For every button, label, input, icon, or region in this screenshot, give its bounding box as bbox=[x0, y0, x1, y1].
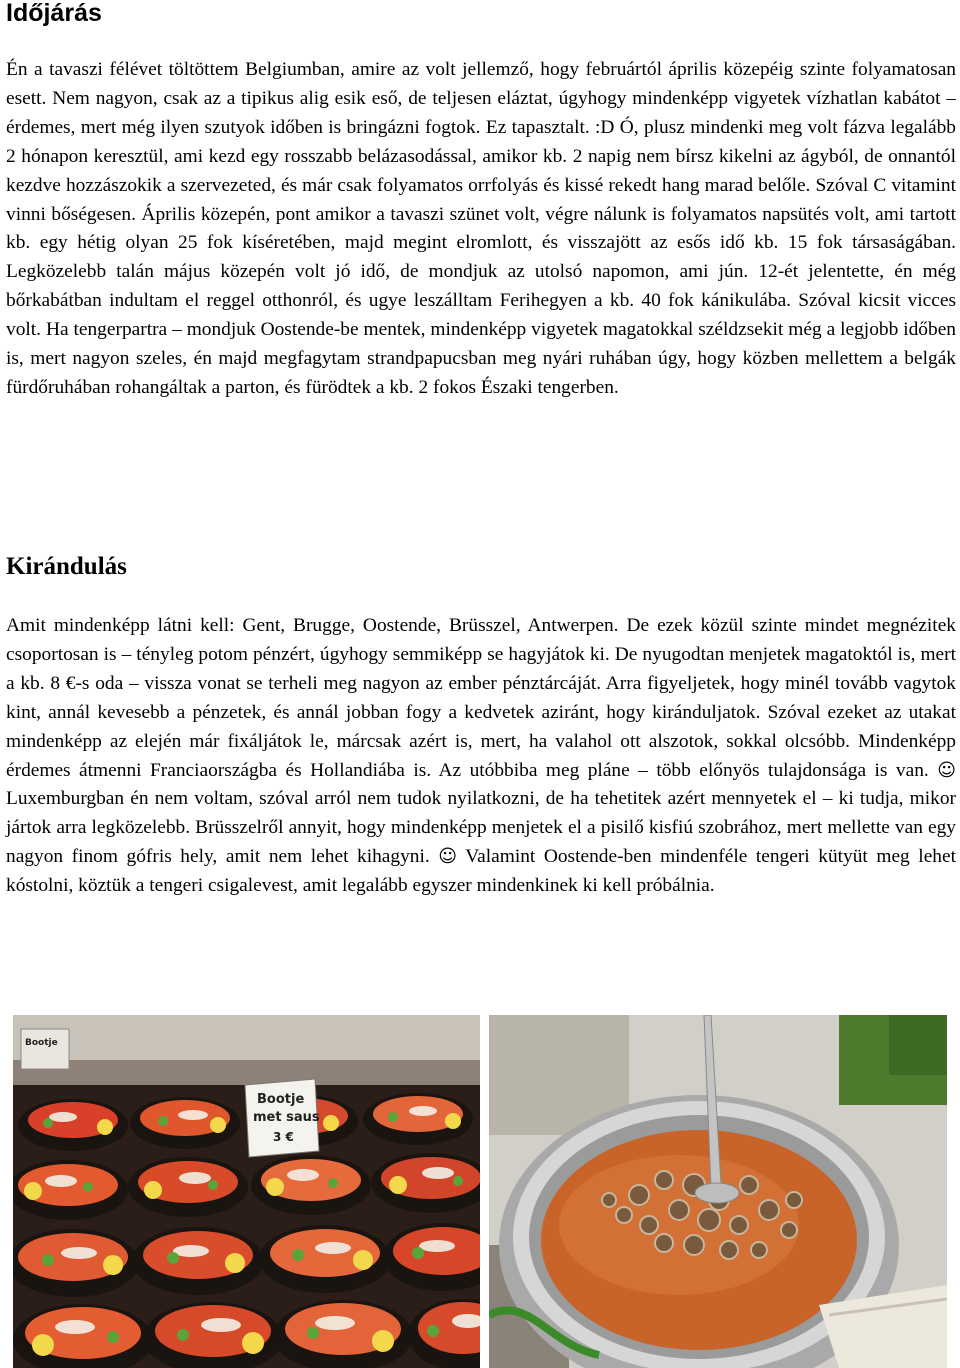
price-sign-line2: met saus bbox=[253, 1110, 320, 1125]
heading-weather: Időjárás bbox=[6, 0, 102, 27]
trip-text-part1: Amit mindenképp látni kell: Gent, Brugge, Oostende, Brüsszel, Antwerpen. De ezek közül szinte mindet megnézitek csoportosan is – tényleg potom pénzért, úgyhogy semmiképp se hagyjátok ki. De nyugodtan menjetek magatoktól is, mert a kb. 8 €-s oda – vissza vonat se terheli meg nagyon az ember pénztárcáját. Arra figyeljetek, hogy minél tovább vagytok kint, annál kevesebb a pénzetek, és annál jobban fogy a kedvetek aziránt, hogy kiránduljatok. Szóval ezeket az utakat mindenképp az elején már fixáljátok le, márcsak azért is, mert, ha valahol ott alszotok, sokkal olcsóbb. Mindenképp érdemes átmenni Franciaországba és Hollandiába is. Az utóbbiba meg pláne – több előnyös tulajdonsága is van. bbox=[6, 615, 956, 781]
heading-trip: Kirándulás bbox=[6, 553, 127, 580]
smiley-icon: ☺ bbox=[937, 759, 956, 781]
top-left-sign-text: Bootje bbox=[25, 1038, 58, 1048]
price-sign-line1: Bootje bbox=[257, 1092, 305, 1107]
seafood-boats-illustration bbox=[13, 1015, 480, 1368]
trip-text-part2: Luxemburgban én nem voltam, szóval arról nem tudok nyilatkozni, de ha tehetitek azért mennyetek el – ki tudja, mikor jártok arra legközelebb. Brüsszelről annyit, hogy mindenképp menjetek el a pisilő kisfiú szobrához, mert mellette van egy nagyon finom gófris hely, amit nem lehet kihagyni. bbox=[6, 788, 956, 868]
photo-seafood-boats bbox=[13, 1015, 480, 1368]
smiley-icon: ☺ bbox=[438, 846, 458, 868]
weather-paragraph: Én a tavaszi félévet töltöttem Belgiumban, amire az volt jellemző, hogy februártól április közepéig szinte folyamatosan esett. Nem nagyon, csak az a tipikus alig esik eső, de teljesen eláztat, úgyhogy mindenképp vigyetek vízhatlan kabátot – érdemes, mert még ilyen szutyok időben is bringázni fogtok. Ez tapasztalt. :D Ó, plusz mindenki meg volt fázva legalább 2 hónapon keresztül, ami kezd egy rosszabb belázasodással, amikor kb. 2 napig nem bírsz kikelni az ágyból, de onnantól kezdve hozzászokik a szervezeted, és már csak folyamatos orrfolyás és kissé rekedt hang marad belőle. Szóval C vitamint vinni bőségesen. Április közepén, pont amikor a tavaszi szünet volt, végre nálunk is folyamatos napsütés volt, ami tartott kb. egy hétig olyan 25 fok kíséretében, majd megint elromlott, és visszajött az esős idő kb. 15 fok társaságában. Legközelebb talán május közepén volt jó idő, de mondjuk az utolsó napomon, ami jún. 12-ét jelentette, én még bőrkabátban indultam el reggel otthonról, és ugye leszálltam Ferihegyen a kb. 40 fok kánikulába. Szóval kicsit vicces volt. Ha tengerpartra – mondjuk Oostende-be mentek, mindenképp vigyetek magatokkal széldzsekit még a legjobb időben is, mert nagyon szeles, én majd megfagytam strandpapucsban meg nyári ruhában úgy, hogy közben mellettem a belgák fürdőruhában rohangáltak a parton, és fürödtek a kb. 2 fokos Északi tengerben. bbox=[6, 59, 956, 398]
top-left-sign bbox=[21, 1029, 69, 1069]
trip-text-part3: Valamint Oostende-ben mindenféle tengeri kütyüt meg lehet kóstolni, köztük a tengeri csigalevest, amit legalább egyszer mindenkinek ki kell próbálnia. bbox=[6, 846, 956, 897]
price-sign-line3: 3 € bbox=[273, 1130, 294, 1144]
snail-soup-illustration bbox=[489, 1015, 947, 1368]
trip-paragraph bbox=[6, 612, 956, 901]
price-sign bbox=[245, 1079, 320, 1157]
photo-snail-soup bbox=[489, 1015, 947, 1368]
